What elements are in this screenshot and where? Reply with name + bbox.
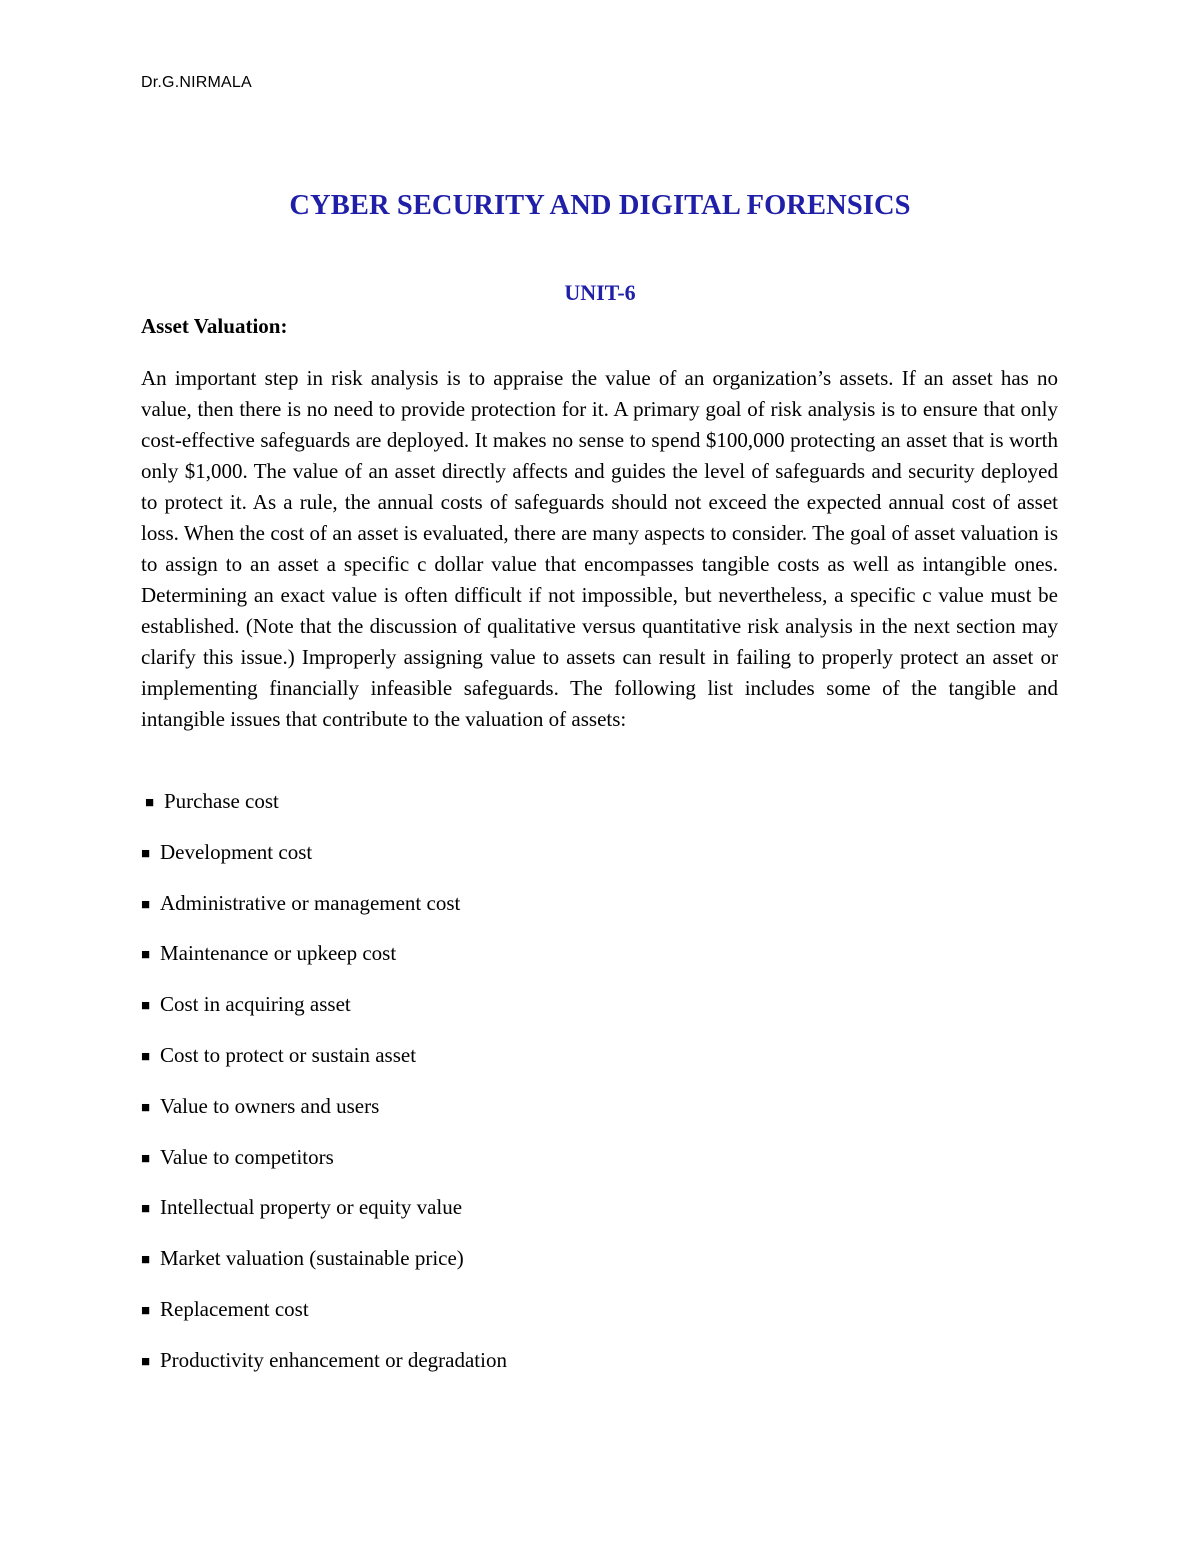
list-item-text: Cost to protect or sustain asset: [160, 1042, 417, 1067]
list-item-text: Maintenance or upkeep cost: [160, 941, 397, 966]
list-item-text: Replacement cost: [160, 1296, 309, 1321]
bullet-icon: ■: [141, 1252, 151, 1269]
bullet-icon: ■: [141, 845, 151, 862]
bullet-icon: ■: [141, 947, 151, 964]
list-item: [141, 1040, 507, 1091]
list-item-text: Administrative or management cost: [160, 890, 461, 915]
list-item: [141, 837, 507, 888]
list-item-text: Value to owners and users: [160, 1093, 380, 1118]
list-item-text: Market valuation (sustainable price): [160, 1246, 464, 1271]
list-item: [141, 1192, 507, 1243]
list-item-text: Cost in acquiring asset: [160, 992, 351, 1017]
list-item: [141, 1294, 507, 1345]
list-item: [141, 1091, 507, 1142]
list-item: [141, 1345, 507, 1396]
list-item-text: Value to competitors: [160, 1144, 334, 1169]
bullet-icon: ■: [145, 795, 155, 811]
bullet-icon: ■: [141, 1201, 151, 1218]
unit-heading: UNIT-6: [564, 280, 636, 305]
list-item-text: Intellectual property or equity value: [160, 1195, 463, 1220]
list-item: [141, 1142, 507, 1193]
bullet-icon: ■: [141, 1302, 151, 1319]
bullet-icon: ■: [141, 1150, 151, 1167]
header-author: Dr.G.NIRMALA: [141, 74, 252, 91]
body-paragraph: An important step in risk analysis is to appraise the value of an organization’s assets. If an asset has no value, then there is no need to provide protection for it. A primary goal of risk analysis is to ensure that only cost-effective safeguards are deployed. It makes no sense to spend $100,000 protecting an asset that is worth only $1,000. The value of an asset directly affects and guides the level of safeguards and security deployed to protect it. As a rule, the annual costs of safeguards should not exceed the expected annual cost of asset loss. When the cost of an asset is evaluated, there are many aspects to consider. The goal of asset valuation is to assign to an asset a specific c dollar value that encompasses tangible costs as well as intangible ones. Determining an exact value is often difficult if not impossible, but nevertheless, a specific c value must be established. (Note that the discussion of qualitative versus quantitative risk analysis in the next section may clarify this issue.) Improperly assigning value to assets can result in failing to properly protect an asset or implementing financially infeasible safeguards. The following list includes some of the tangible and intangible issues that contribute to the valuation of assets:: [141, 366, 1058, 731]
valuation-factor-list: [141, 786, 507, 1396]
list-item-text: Purchase cost: [164, 789, 279, 813]
section-heading: Asset Valuation:: [141, 314, 288, 338]
list-item-text: Productivity enhancement or degradation: [160, 1347, 507, 1372]
list-item: [141, 888, 507, 939]
bullet-icon: ■: [141, 1048, 151, 1065]
list-item: [141, 989, 507, 1040]
list-item: [141, 938, 507, 989]
list-item: [141, 786, 507, 837]
list-item-text: Development cost: [160, 839, 313, 864]
bullet-icon: ■: [141, 1353, 151, 1370]
bullet-icon: ■: [141, 998, 151, 1015]
list-item: [141, 1243, 507, 1294]
document-title: CYBER SECURITY AND DIGITAL FORENSICS: [289, 190, 911, 221]
bullet-icon: ■: [141, 1099, 151, 1116]
bullet-icon: ■: [141, 896, 151, 913]
